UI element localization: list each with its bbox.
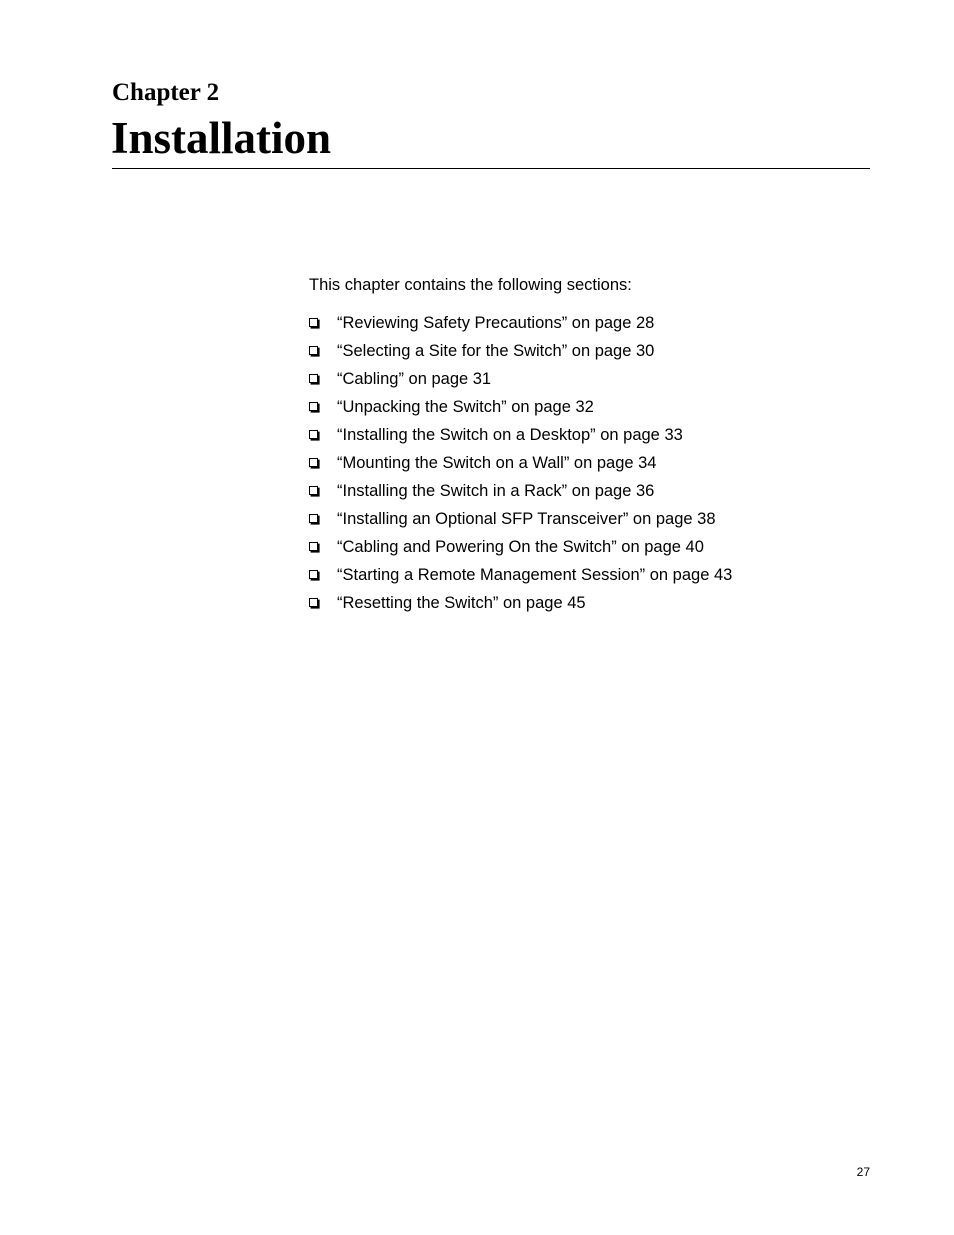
chapter-label: Chapter 2: [112, 79, 220, 106]
checkbox-square-icon: [309, 346, 318, 355]
section-item-label: “Unpacking the Switch” on page 32: [337, 398, 594, 416]
intro-text: This chapter contains the following sections:: [309, 276, 632, 294]
checkbox-square-icon: [309, 430, 318, 439]
section-item-label: “Cabling” on page 31: [337, 370, 492, 388]
section-item-label: “Mounting the Switch on a Wall” on page 34: [337, 454, 657, 472]
checkbox-square-icon: [309, 598, 318, 607]
checkbox-square-icon: [309, 486, 318, 495]
section-item-label: “Installing the Switch in a Rack” on page 36: [337, 482, 655, 500]
section-item-label: “Starting a Remote Management Session” on page 43: [337, 566, 733, 584]
section-item: [309, 481, 732, 509]
section-list: [309, 313, 732, 621]
checkbox-square-icon: [309, 402, 318, 411]
section-item: [309, 565, 732, 593]
checkbox-square-icon: [309, 542, 318, 551]
section-item: [309, 397, 732, 425]
section-item-label: “Installing the Switch on a Desktop” on page 33: [337, 426, 683, 444]
section-item-label: “Selecting a Site for the Switch” on page 30: [337, 342, 655, 360]
section-item: [309, 509, 732, 537]
checkbox-square-icon: [309, 514, 318, 523]
section-item: [309, 593, 732, 621]
section-item-label: “Cabling and Powering On the Switch” on page 40: [337, 538, 704, 556]
section-item: [309, 369, 732, 397]
chapter-title: Installation: [111, 113, 332, 163]
section-item: [309, 341, 732, 369]
checkbox-square-icon: [309, 458, 318, 467]
section-item-label: “Installing an Optional SFP Transceiver” on page 38: [337, 510, 716, 528]
page-number: 27: [856, 1165, 870, 1179]
checkbox-square-icon: [309, 570, 318, 579]
section-item: [309, 537, 732, 565]
checkbox-square-icon: [309, 374, 318, 383]
checkbox-square-icon: [309, 318, 318, 327]
section-item: [309, 425, 732, 453]
section-item-label: “Reviewing Safety Precautions” on page 28: [337, 314, 655, 332]
section-item: [309, 453, 732, 481]
section-item-label: “Resetting the Switch” on page 45: [337, 594, 586, 612]
title-divider: [112, 168, 870, 169]
section-item: [309, 313, 732, 341]
